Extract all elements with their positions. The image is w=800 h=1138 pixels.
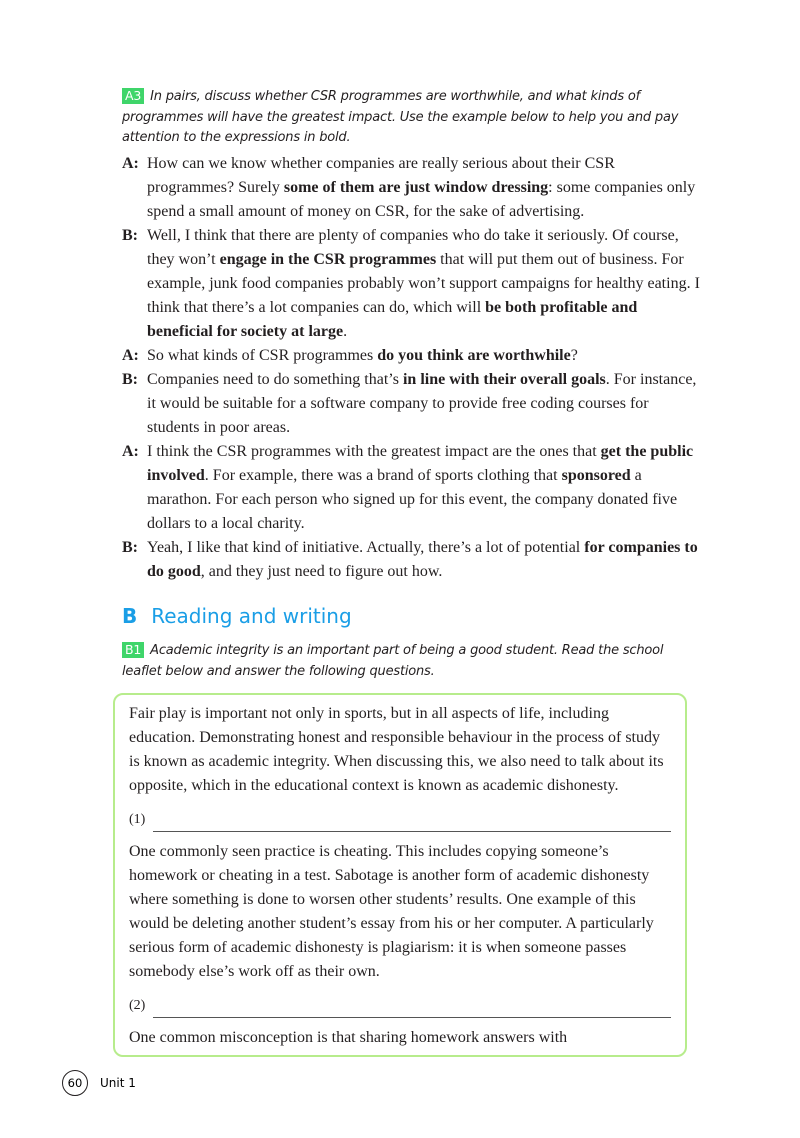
bold-expression: get the public involved — [147, 443, 694, 484]
dialogue-text — [147, 152, 702, 224]
dialogue-text — [147, 344, 702, 368]
leaflet-paragraph: Fair play is important not only in sports, but in all aspects of life, including education. Demonstrating honest and responsible behaviour in the process of study is known as academic integrity. When discussing this, we also need to talk about its opposite, which in the educational context is known as academic dishonesty. — [129, 705, 664, 794]
dialogue-turn — [122, 536, 702, 584]
bold-expression: sponsored — [561, 467, 631, 484]
b1-badge: B1 — [122, 642, 144, 658]
page-number: 60 — [62, 1070, 88, 1096]
page-footer — [62, 1070, 136, 1096]
dialogue-segment: . For instance, it would be suitable for a software company to provide free coding courses for students in poor areas. — [147, 371, 697, 436]
dialogue-turn — [122, 368, 702, 440]
blank-label: (1) — [129, 812, 146, 827]
dialogue-turn — [122, 224, 702, 344]
leaflet-paragraph: One commonly seen practice is cheating. This includes copying someone’s homework or cheating in a test. Sabotage is another form of academic dishonesty where something is done to worsen other students’ results. One example of this would be deleting another student’s essay from his or her computer. A particularly serious form of academic dishonesty is plagiarism: it is when someone passes somebody else’s work off as their own. — [129, 843, 654, 980]
dialogue-turn — [122, 152, 702, 224]
leaflet-paragraph: One common misconception is that sharing homework answers with — [129, 1029, 568, 1046]
a3-instruction-text: In pairs, discuss whether CSR programmes are worthwhile, and what kinds of programmes will have the greatest impact. Use the example below to help you and pay attention to the expressions in bold. — [122, 89, 679, 145]
b1-instruction-text: Academic integrity is an important part of being a good student. Read the school leaflet below and answer the following questions. — [122, 643, 664, 679]
section-title: Reading and writing — [151, 604, 352, 628]
unit-label: Unit 1 — [100, 1076, 136, 1090]
dialogue-text — [147, 224, 702, 344]
dialogue-segment: ? — [570, 347, 578, 364]
answer-blank-2[interactable] — [129, 994, 671, 1018]
dialogue — [122, 152, 702, 584]
speaker-label: A: — [122, 443, 139, 460]
dialogue-segment: Yeah, I like that kind of initiative. Actually, there’s a lot of potential — [147, 539, 585, 556]
speaker-label: A: — [122, 347, 139, 364]
dialogue-turn — [122, 440, 702, 536]
blank-line — [153, 817, 671, 832]
dialogue-segment: I think the CSR programmes with the greatest impact are the ones that — [147, 443, 601, 460]
dialogue-segment: : some companies only spend a small amount of money on CSR, for the sake of advertising. — [147, 179, 696, 220]
dialogue-text — [147, 440, 702, 536]
a3-badge: A3 — [122, 88, 144, 104]
dialogue-segment: . — [343, 323, 348, 340]
bold-expression: for companies to do good — [147, 539, 698, 580]
speaker-label: A: — [122, 155, 139, 172]
bold-expression: do you think are worthwhile — [377, 347, 571, 364]
dialogue-text — [147, 368, 702, 440]
dialogue-segment: Companies need to do something that’s — [147, 371, 403, 388]
bold-expression: be both profitable and beneficial for society at large — [147, 299, 638, 340]
dialogue-segment: . For example, there was a brand of sports clothing that — [204, 467, 562, 484]
bold-expression: in line with their overall goals — [402, 371, 606, 388]
b1-instruction — [122, 641, 692, 682]
a3-instruction — [122, 87, 692, 149]
dialogue-segment: a marathon. For each person who signed up for this event, the company donated five dollars to a local charity. — [147, 467, 678, 532]
dialogue-segment: Well, I think that there are plenty of companies who do take it seriously. Of course, they won’t — [147, 227, 679, 268]
dialogue-turn — [122, 344, 702, 368]
dialogue-segment: How can we know whether companies are really serious about their CSR programmes? Surely — [147, 155, 615, 196]
school-leaflet — [113, 693, 687, 1057]
bold-expression: some of them are just window dressing — [283, 179, 549, 196]
dialogue-segment: that will put them out of business. For example, junk food companies probably won’t support campaigns for healthy eating. I think that there’s a lot companies can do, which will — [147, 251, 700, 316]
blank-line — [153, 1003, 671, 1018]
dialogue-segment: , and they just need to figure out how. — [200, 563, 443, 580]
blank-label: (2) — [129, 998, 146, 1013]
dialogue-segment: So what kinds of CSR programmes — [147, 347, 378, 364]
section-heading — [122, 604, 352, 628]
speaker-label: B: — [122, 371, 138, 388]
answer-blank-1[interactable] — [129, 808, 671, 832]
dialogue-text — [147, 536, 702, 584]
speaker-label: B: — [122, 539, 138, 556]
speaker-label: B: — [122, 227, 138, 244]
bold-expression: engage in the CSR programmes — [219, 251, 437, 268]
section-letter: B — [122, 604, 138, 628]
